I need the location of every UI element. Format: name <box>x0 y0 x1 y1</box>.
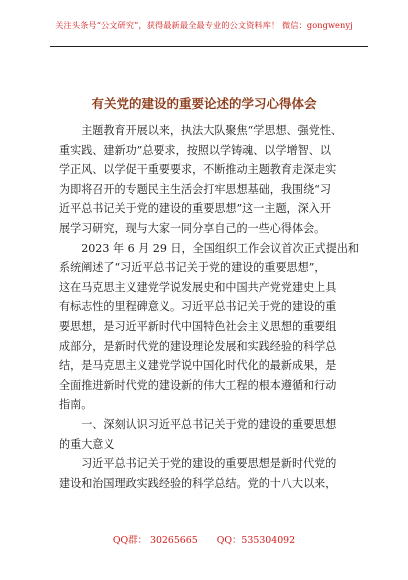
text-line: 重实践、建新功”总要求，按照以学铸魂、以学增智、以 <box>59 143 331 157</box>
text-line: 一、深刻认识习近平总书记关于党的建设的重要思想 <box>81 417 337 431</box>
text-line: 有标志性的里程碑意义。习近平总书记关于党的建设的重 <box>59 300 337 314</box>
footer-contact <box>0 532 408 546</box>
text-line: 学正风、以学促干重要要求，不断推动主题教育走深走实 <box>59 163 337 177</box>
text-line: 成部分，是新时代党的建设理论发展和实践经验的科学总 <box>59 339 337 353</box>
header-notice: 关注头条号“公文研究”，获得最新最全最专业的公文资料库！ 微信：gongwenyj <box>55 20 353 30</box>
text-line: 习近平总书记关于党的建设的重要思想是新时代党的 <box>81 457 337 471</box>
text-line: 这在马克思主义建党学说发展史和中国共产党党建史上具 <box>59 280 337 294</box>
text-line: 建设和治国理政实践经验的科学总结。党的十八大以来， <box>59 476 337 490</box>
paragraph-background <box>59 239 358 415</box>
text-line: 2023 年 6 月 29 日，全国组织工作会议首次正式提出和 <box>81 241 360 255</box>
text-line: 展学习研究，现与大家一同分享自己的一些心得体会。 <box>59 221 326 235</box>
text-line: 全面推进新时代党的建设新的伟大工程的根本遵循和行动 <box>59 378 337 392</box>
paragraph-section-body <box>59 454 358 493</box>
document-title: 有关党的建设的重要论述的学习心得体会 <box>91 96 317 111</box>
text-line: 的重大意义 <box>59 437 115 451</box>
text-line: 近平总书记关于党的建设的重要思想”这一主题，深入开 <box>59 202 331 216</box>
text-line: 要思想，是习近平新时代中国特色社会主义思想的重要组 <box>59 319 337 333</box>
text-line: 为即将召开的专题民主生活会打牢思想基础，我围绕“习 <box>59 182 331 196</box>
paragraph-intro <box>59 121 358 239</box>
footer-qq-group: QQ群： 30265665 <box>112 535 198 546</box>
header-divider <box>50 46 368 47</box>
text-line: 主题教育开展以来，执法大队聚焦“学思想、强党性、 <box>81 124 343 137</box>
footer-qq-number: QQ：535304092 <box>216 535 296 546</box>
section-heading <box>59 415 358 454</box>
text-line: 结，是马克思主义建党学说中国化时代化的最新成果，是 <box>59 359 337 373</box>
text-line: 指南。 <box>59 398 93 412</box>
text-line: 系统阐述了“习近平总书记关于党的建设的重要思想”， <box>59 261 326 275</box>
document-body <box>59 121 358 493</box>
